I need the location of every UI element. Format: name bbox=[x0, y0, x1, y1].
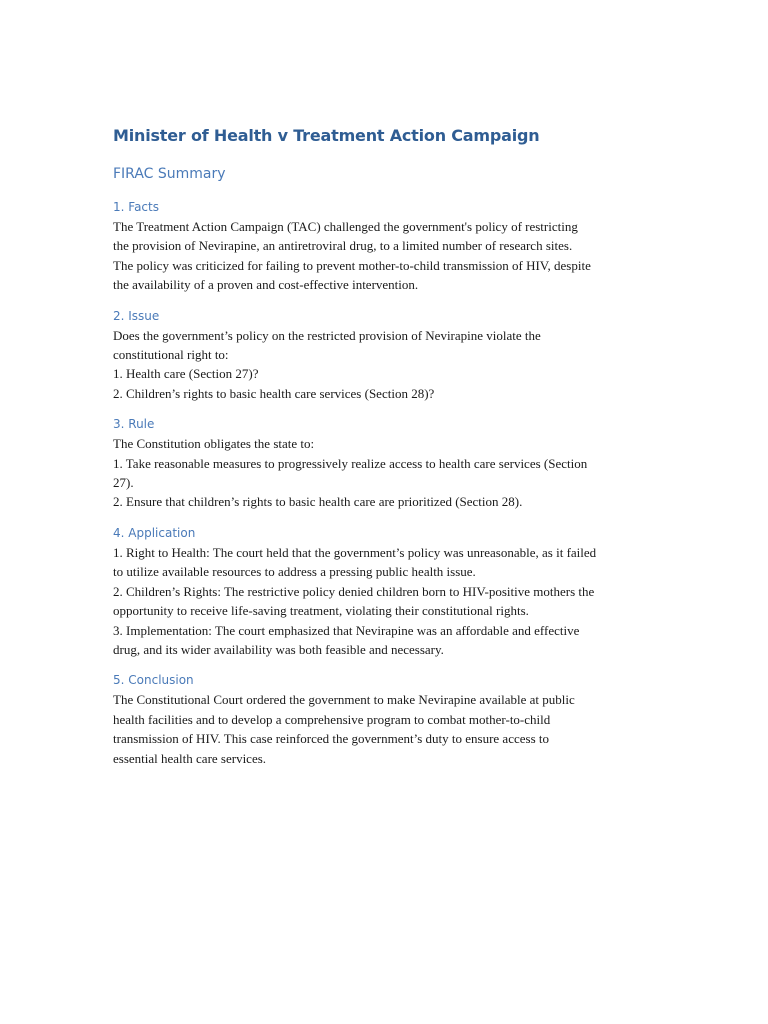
text-line: Does the government’s policy on the restricted provision of Nevirapine violate the bbox=[113, 327, 541, 343]
text-line: health facilities and to develop a comprehensive program to combat mother-to-child bbox=[113, 711, 551, 727]
text-line: transmission of HIV. This case reinforced the government’s duty to ensure access to bbox=[113, 731, 549, 747]
text-line: drug, and its wider availability was both feasible and necessary. bbox=[113, 641, 444, 657]
document-subtitle: FIRAC Summary bbox=[113, 166, 226, 182]
section-conclusion bbox=[113, 671, 658, 768]
text-line: 2. Children’s rights to basic health care services (Section 28)? bbox=[113, 385, 435, 401]
text-line: the availability of a proven and cost-effective intervention. bbox=[113, 277, 419, 293]
text-line: The Treatment Action Campaign (TAC) challenged the government's policy of restricting bbox=[113, 219, 578, 234]
section-heading-rule: 3. Rule bbox=[113, 417, 155, 432]
section-text-facts bbox=[113, 217, 658, 295]
section-text-conclusion bbox=[113, 690, 658, 768]
text-line: The Constitution obligates the state to: bbox=[113, 436, 315, 452]
section-text-application bbox=[113, 543, 658, 659]
section-facts bbox=[113, 198, 658, 295]
section-rule bbox=[113, 415, 658, 512]
text-line: opportunity to receive life-saving treatment, violating their constitutional rights. bbox=[113, 603, 529, 619]
section-text-rule bbox=[113, 434, 658, 512]
section-heading-facts: 1. Facts bbox=[113, 200, 159, 214]
section-heading-conclusion: 5. Conclusion bbox=[113, 673, 194, 688]
text-line: 3. Implementation: The court emphasized that Nevirapine was an affordable and effective bbox=[113, 622, 580, 638]
section-text-issue bbox=[113, 326, 658, 404]
text-line: to utilize available resources to address a pressing public health issue. bbox=[113, 564, 476, 580]
text-line: 2. Children’s Rights: The restrictive policy denied children born to HIV-positive mothers the bbox=[113, 583, 595, 599]
text-line: the provision of Nevirapine, an antiretroviral drug, to a limited number of research sites. bbox=[113, 238, 573, 254]
text-line: constitutional right to: bbox=[113, 347, 229, 363]
text-line: 1. Take reasonable measures to progressively realize access to health care services (Section bbox=[113, 455, 588, 471]
section-issue bbox=[113, 307, 658, 404]
section-heading-application: 4. Application bbox=[113, 525, 196, 540]
text-line: The Constitutional Court ordered the government to make Nevirapine available at public bbox=[113, 692, 575, 708]
text-line: 2. Ensure that children’s rights to basic health care are prioritized (Section 28). bbox=[113, 494, 523, 510]
document-body bbox=[113, 124, 658, 780]
text-line: 27). bbox=[113, 475, 134, 491]
document-title: Minister of Health v Treatment Action Campaign bbox=[113, 126, 540, 145]
section-application bbox=[113, 524, 658, 659]
text-line: 1. Right to Health: The court held that the government’s policy was unreasonable, as it failed bbox=[113, 544, 597, 560]
text-line: 1. Health care (Section 27)? bbox=[113, 366, 259, 382]
text-line: The policy was criticized for failing to prevent mother-to-child transmission of HIV, despite bbox=[113, 257, 591, 273]
section-heading-issue: 2. Issue bbox=[113, 308, 160, 323]
text-line: essential health care services. bbox=[113, 750, 267, 766]
